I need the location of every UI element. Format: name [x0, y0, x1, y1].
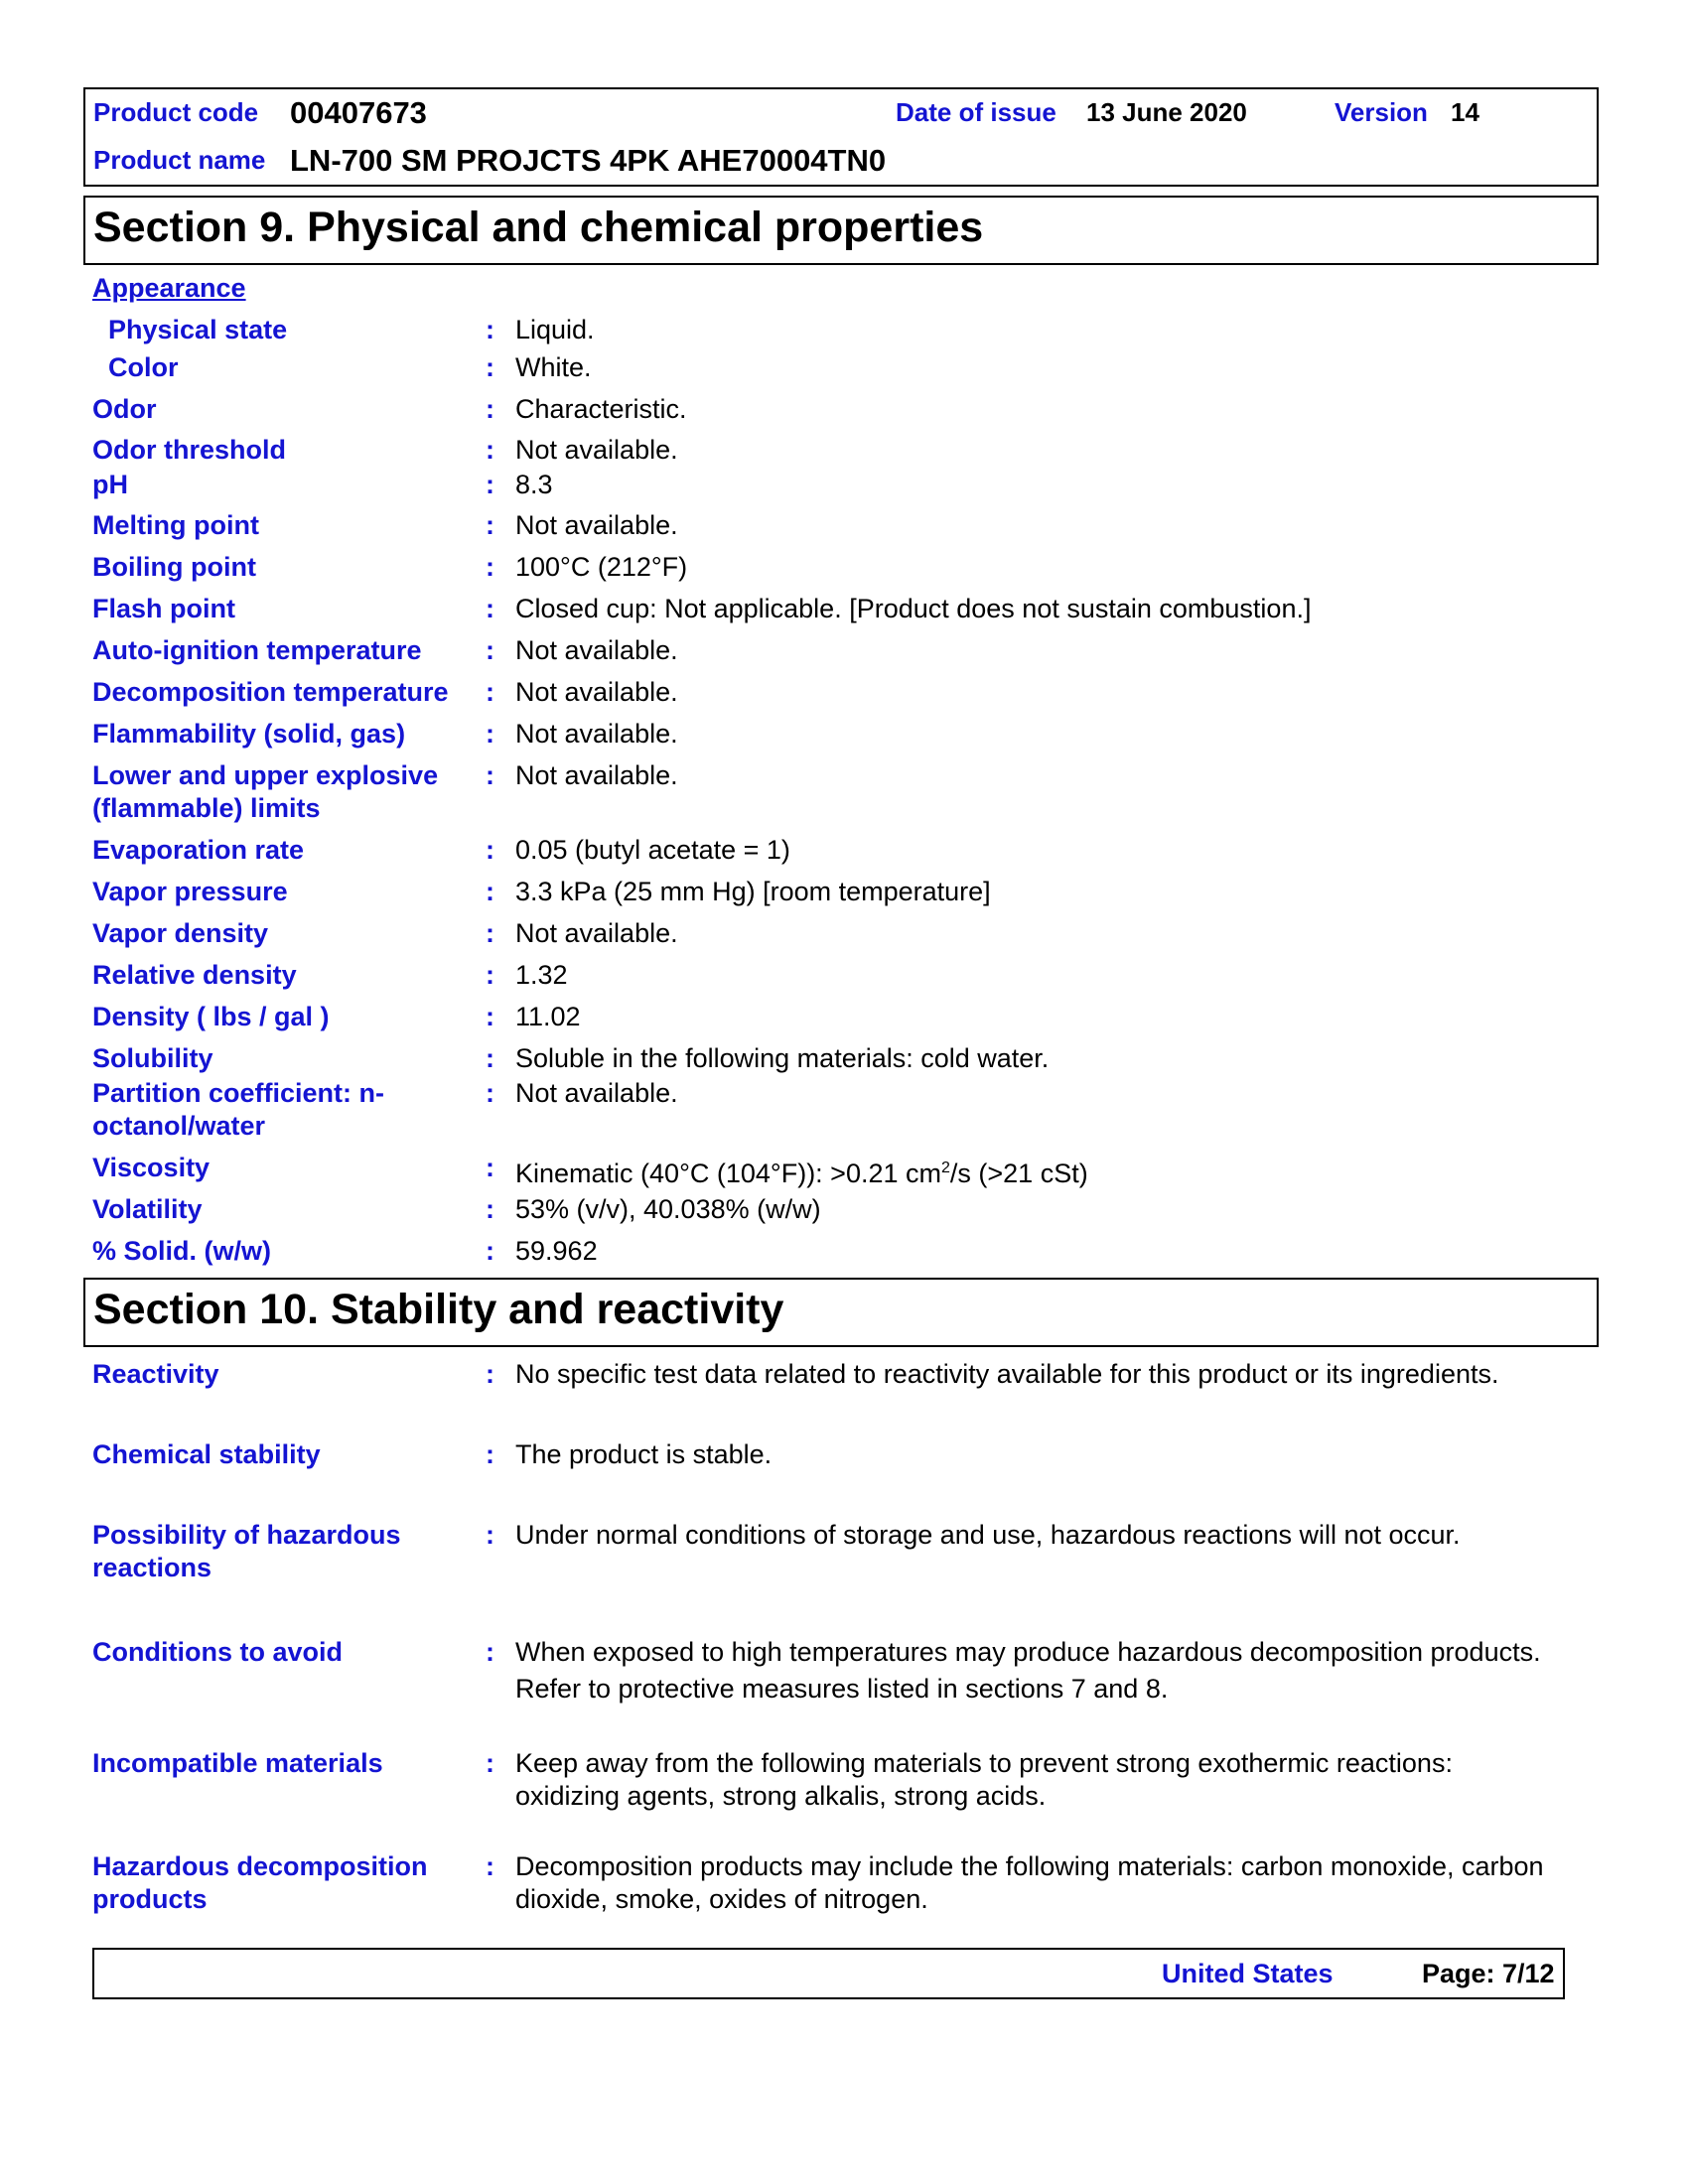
section-9-title: Section 9. Physical and chemical properties	[93, 204, 984, 251]
viscosity-value-prefix: Kinematic (40°C (104°F)): >0.21 cm	[515, 1159, 941, 1188]
property-label: Flash point	[92, 594, 235, 623]
property-label: Chemical stability	[92, 1439, 321, 1469]
product-code-label: Product code	[93, 97, 259, 127]
property-label: Vapor pressure	[92, 877, 288, 906]
product-name-label: Product name	[93, 145, 266, 175]
property-label: Evaporation rate	[92, 835, 305, 865]
property-label: Possibility of hazardous reactions	[92, 1520, 401, 1582]
property-value: 11.02	[515, 1002, 581, 1031]
property-label: Lower and upper explosive (flammable) limits	[92, 760, 439, 823]
colon: :	[486, 719, 494, 749]
colon: :	[486, 510, 494, 540]
section-9-header	[83, 196, 1599, 265]
property-label: Viscosity	[92, 1153, 211, 1182]
property-value: 53% (v/v), 40.038% (w/w)	[515, 1194, 821, 1224]
colon: :	[486, 1748, 494, 1778]
property-label: Reactivity	[92, 1359, 219, 1389]
property-value: White.	[515, 352, 592, 382]
page-number: Page: 7/12	[1422, 1959, 1555, 1988]
colon: :	[486, 1002, 494, 1031]
property-label: Odor	[92, 394, 157, 424]
property-label: Melting point	[92, 510, 259, 540]
property-label: Color	[108, 352, 179, 382]
version-label: Version	[1335, 97, 1428, 127]
colon: :	[486, 635, 494, 665]
property-value: 0.05 (butyl acetate = 1)	[515, 835, 790, 865]
colon: :	[486, 1194, 494, 1224]
property-value: Not available.	[515, 1078, 678, 1108]
colon: :	[486, 594, 494, 623]
property-label: Odor threshold	[92, 435, 286, 465]
property-value-line-2: Refer to protective measures listed in sections 7 and 8.	[515, 1674, 1169, 1704]
colon: :	[486, 1153, 494, 1182]
property-value: Liquid.	[515, 315, 595, 344]
colon: :	[486, 918, 494, 948]
colon: :	[486, 1637, 494, 1667]
property-value: 59.962	[515, 1236, 598, 1266]
appearance-heading: Appearance	[92, 273, 246, 303]
property-label: Incompatible materials	[92, 1748, 383, 1778]
property-value: Not available.	[515, 719, 678, 749]
colon: :	[486, 960, 494, 990]
date-of-issue-label: Date of issue	[896, 97, 1056, 127]
property-value: Decomposition products may include the following materials: carbon monoxide, carbon dioxide, smoke, oxides of nitrogen.	[515, 1851, 1544, 1914]
version: 14	[1451, 97, 1479, 127]
property-label: Physical state	[108, 315, 288, 344]
property-value: Not available.	[515, 760, 678, 790]
property-label: Boiling point	[92, 552, 256, 582]
colon: :	[486, 1078, 494, 1108]
colon: :	[486, 394, 494, 424]
colon: :	[486, 352, 494, 382]
property-value: Not available.	[515, 435, 678, 465]
property-label: Vapor density	[92, 918, 269, 948]
colon: :	[486, 1520, 494, 1550]
property-value: When exposed to high temperatures may produce hazardous decomposition products.	[515, 1637, 1541, 1667]
property-value	[515, 1152, 1598, 1190]
property-label: Partition coefficient: n-octanol/water	[92, 1078, 385, 1141]
property-value: No specific test data related to reactivity available for this product or its ingredients.	[515, 1359, 1499, 1389]
document-footer	[92, 1948, 1565, 1999]
colon: :	[486, 1236, 494, 1266]
section-10-title: Section 10. Stability and reactivity	[93, 1286, 784, 1333]
property-value: 8.3	[515, 470, 553, 499]
property-label: Flammability (solid, gas)	[92, 719, 406, 749]
property-label: Solubility	[92, 1043, 213, 1073]
property-label: Decomposition temperature	[92, 677, 449, 707]
property-label: Conditions to avoid	[92, 1637, 343, 1667]
colon: :	[486, 835, 494, 865]
property-label: Auto-ignition temperature	[92, 635, 422, 665]
colon: :	[486, 435, 494, 465]
colon: :	[486, 315, 494, 344]
colon: :	[486, 470, 494, 499]
colon: :	[486, 877, 494, 906]
section-10-header	[83, 1278, 1599, 1347]
property-label: Hazardous decomposition products	[92, 1851, 428, 1914]
viscosity-value-superscript: 2	[941, 1160, 950, 1176]
colon: :	[486, 1439, 494, 1469]
footer-country: United States	[1162, 1959, 1334, 1988]
property-label: % Solid. (w/w)	[92, 1236, 271, 1266]
colon: :	[486, 677, 494, 707]
product-name: LN-700 SM PROJCTS 4PK AHE70004TN0	[290, 143, 887, 178]
date-of-issue: 13 June 2020	[1086, 97, 1247, 127]
property-value: 3.3 kPa (25 mm Hg) [room temperature]	[515, 877, 991, 906]
property-value: 1.32	[515, 960, 568, 990]
property-value: Soluble in the following materials: cold water.	[515, 1043, 1050, 1073]
property-value: Under normal conditions of storage and use, hazardous reactions will not occur.	[515, 1520, 1461, 1550]
viscosity-value-suffix: /s (>21 cSt)	[949, 1159, 1088, 1188]
property-value: Closed cup: Not applicable. [Product does not sustain combustion.]	[515, 594, 1312, 623]
document-header	[83, 87, 1599, 187]
property-label: Relative density	[92, 960, 297, 990]
colon: :	[486, 760, 494, 790]
property-value: Not available.	[515, 510, 678, 540]
colon: :	[486, 1359, 494, 1389]
property-value: Not available.	[515, 677, 678, 707]
property-value: 100°C (212°F)	[515, 552, 688, 582]
property-value: Not available.	[515, 918, 678, 948]
property-value: Characteristic.	[515, 394, 687, 424]
colon: :	[486, 1851, 494, 1881]
colon: :	[486, 552, 494, 582]
property-label: pH	[92, 470, 128, 499]
product-code: 00407673	[290, 95, 427, 130]
property-value: The product is stable.	[515, 1439, 773, 1469]
property-value: Not available.	[515, 635, 678, 665]
colon: :	[486, 1043, 494, 1073]
property-value: Keep away from the following materials to prevent strong exothermic reactions: oxidizing agents, strong alkalis, strong acids.	[515, 1748, 1453, 1811]
property-label: Density ( lbs / gal )	[92, 1002, 330, 1031]
property-label: Volatility	[92, 1194, 203, 1224]
